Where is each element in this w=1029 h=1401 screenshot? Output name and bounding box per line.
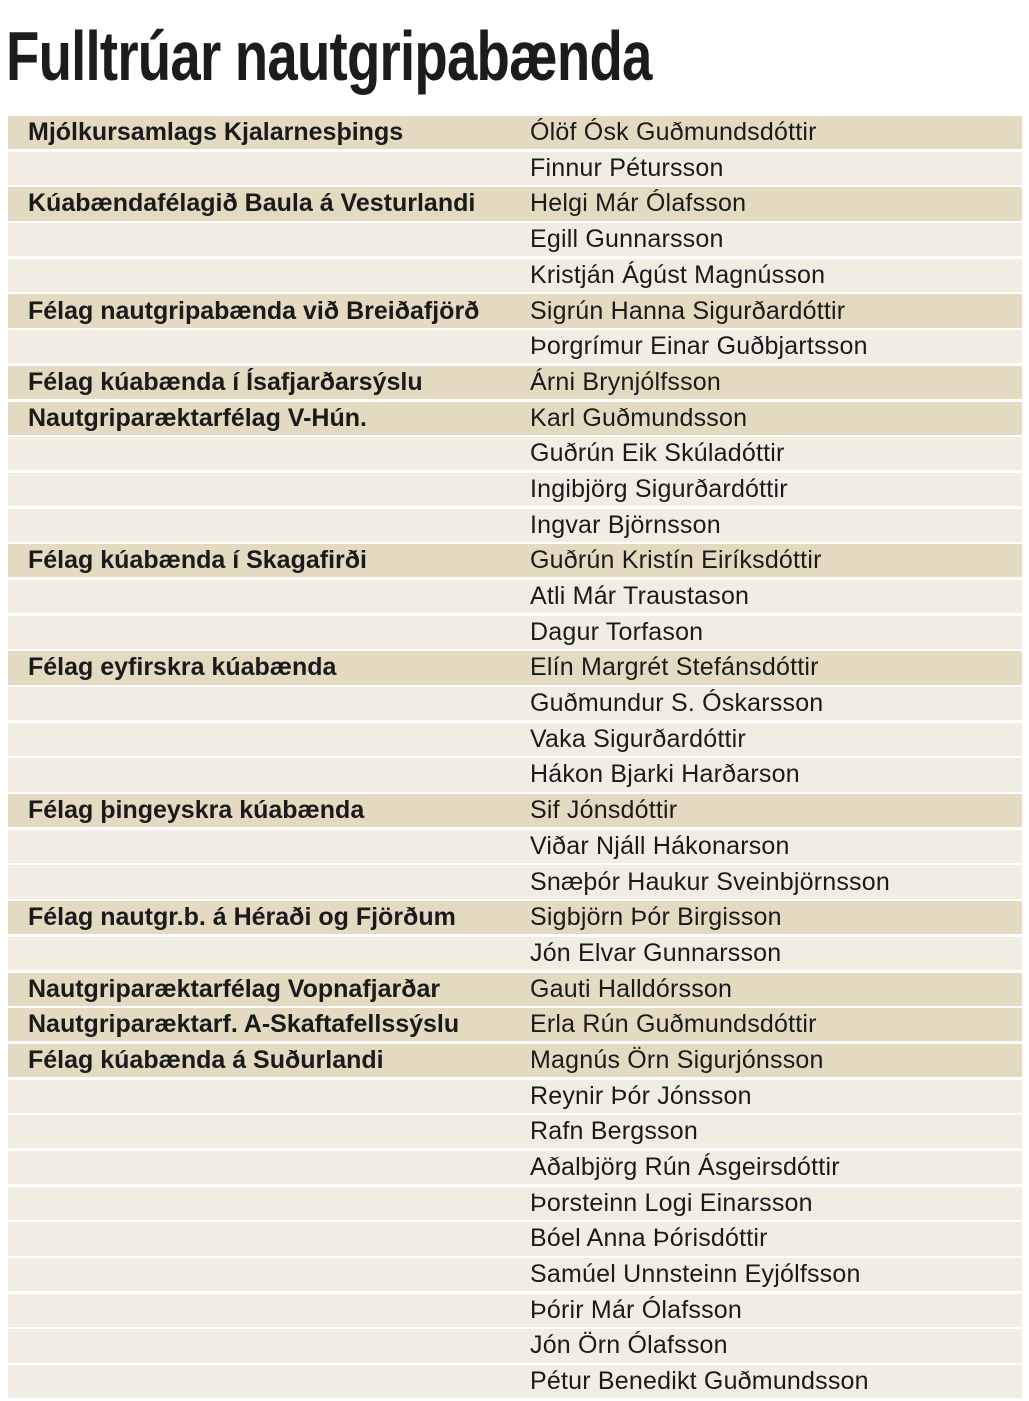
representative-name-cell: Pétur Benedikt Guðmundsson xyxy=(530,1367,869,1396)
representative-name-cell: Erla Rún Guðmundsdóttir xyxy=(530,1010,817,1039)
page-title: Fulltrúar nautgripabænda xyxy=(6,17,652,95)
table-row xyxy=(8,1222,1022,1255)
representative-name-cell: Guðrún Kristín Eiríksdóttir xyxy=(530,546,822,575)
table-row xyxy=(8,1294,1022,1327)
table-row xyxy=(8,1151,1022,1184)
organization-cell: Mjólkursamlags Kjalarnesþings xyxy=(28,118,404,147)
representative-name-cell: Viðar Njáll Hákonarson xyxy=(530,831,790,860)
table-row xyxy=(8,616,1022,649)
representative-name-cell: Ingibjörg Sigurðardóttir xyxy=(530,474,788,503)
table-row xyxy=(8,1187,1022,1220)
representative-name-cell: Helgi Már Ólafsson xyxy=(530,189,747,218)
table-row xyxy=(8,1115,1022,1148)
representative-name-cell: Sigrún Hanna Sigurðardóttir xyxy=(530,296,846,325)
representative-name-cell: Þorsteinn Logi Einarsson xyxy=(530,1188,813,1217)
representative-name-cell: Jón Elvar Gunnarsson xyxy=(530,938,782,967)
table-row xyxy=(8,651,1022,684)
table-row xyxy=(8,509,1022,542)
representative-name-cell: Samúel Unnsteinn Eyjólfsson xyxy=(530,1260,861,1289)
organization-cell: Félag þingeyskra kúabænda xyxy=(28,796,365,825)
table-row xyxy=(8,152,1022,185)
table-row xyxy=(8,830,1022,863)
table-row xyxy=(8,1329,1022,1362)
representative-name-cell: Rafn Bergsson xyxy=(530,1117,698,1146)
organization-cell: Félag kúabænda í Ísafjarðarsýslu xyxy=(28,367,423,396)
table-row xyxy=(8,473,1022,506)
table-row xyxy=(8,687,1022,720)
table-row xyxy=(8,437,1022,470)
table-row xyxy=(8,973,1022,1006)
representative-name-cell: Þórir Már Ólafsson xyxy=(530,1295,742,1324)
table-row xyxy=(8,1008,1022,1041)
representative-name-cell: Egill Gunnarsson xyxy=(530,225,724,254)
table-row xyxy=(8,402,1022,435)
table-row xyxy=(8,1080,1022,1113)
table-row xyxy=(8,330,1022,363)
table-row xyxy=(8,865,1022,898)
representative-name-cell: Hákon Bjarki Harðarson xyxy=(530,760,800,789)
table-row xyxy=(8,901,1022,934)
representatives-table xyxy=(8,116,1022,1401)
representative-name-cell: Reynir Þór Jónsson xyxy=(530,1081,752,1110)
representative-name-cell: Sigbjörn Þór Birgisson xyxy=(530,903,782,932)
organization-cell: Nautgriparæktarfélag V-Hún. xyxy=(28,403,367,432)
representative-name-cell: Þorgrímur Einar Guðbjartsson xyxy=(530,332,868,361)
table-row xyxy=(8,294,1022,327)
organization-cell: Kúabændafélagið Baula á Vesturlandi xyxy=(28,189,476,218)
table-row xyxy=(8,187,1022,220)
organization-cell: Félag eyfirskra kúabænda xyxy=(28,653,337,682)
organization-cell: Félag nautgr.b. á Héraði og Fjörðum xyxy=(28,903,456,932)
organization-cell: Félag kúabænda í Skagafirði xyxy=(28,546,367,575)
table-row xyxy=(8,723,1022,756)
representative-name-cell: Dagur Torfason xyxy=(530,617,704,646)
table-row xyxy=(8,116,1022,149)
organization-cell: Félag nautgripabænda við Breiðafjörð xyxy=(28,296,480,325)
table-row xyxy=(8,758,1022,791)
organization-cell: Nautgriparæktarf. A-Skaftafellssýslu xyxy=(28,1010,460,1039)
table-row xyxy=(8,366,1022,399)
representative-name-cell: Aðalbjörg Rún Ásgeirsdóttir xyxy=(530,1153,840,1182)
table-row xyxy=(8,223,1022,256)
representative-name-cell: Finnur Pétursson xyxy=(530,153,724,182)
table-row xyxy=(8,794,1022,827)
representative-name-cell: Karl Guðmundsson xyxy=(530,403,748,432)
representative-name-cell: Magnús Örn Sigurjónsson xyxy=(530,1045,824,1074)
representative-name-cell: Snæþór Haukur Sveinbjörnsson xyxy=(530,867,890,896)
representative-name-cell: Guðrún Eik Skúladóttir xyxy=(530,439,785,468)
representative-name-cell: Ólöf Ósk Guðmundsdóttir xyxy=(530,118,817,147)
representative-name-cell: Atli Már Traustason xyxy=(530,582,750,611)
table-row xyxy=(8,937,1022,970)
organization-cell: Félag kúabænda á Suðurlandi xyxy=(28,1045,384,1074)
table-row xyxy=(8,1044,1022,1077)
representative-name-cell: Guðmundur S. Óskarsson xyxy=(530,689,824,718)
representative-name-cell: Ingvar Björnsson xyxy=(530,510,721,539)
representative-name-cell: Kristján Ágúst Magnússon xyxy=(530,260,826,289)
representative-name-cell: Gauti Halldórsson xyxy=(530,974,733,1003)
representative-name-cell: Elín Margrét Stefánsdóttir xyxy=(530,653,819,682)
table-row xyxy=(8,259,1022,292)
representative-name-cell: Bóel Anna Þórisdóttir xyxy=(530,1224,768,1253)
table-row xyxy=(8,544,1022,577)
representative-name-cell: Jón Örn Ólafsson xyxy=(530,1331,728,1360)
representative-name-cell: Vaka Sigurðardóttir xyxy=(530,724,746,753)
table-row xyxy=(8,1258,1022,1291)
representative-name-cell: Sif Jónsdóttir xyxy=(530,796,678,825)
table-row xyxy=(8,1365,1022,1398)
table-row xyxy=(8,580,1022,613)
representative-name-cell: Árni Brynjólfsson xyxy=(530,367,721,396)
organization-cell: Nautgriparæktarfélag Vopnafjarðar xyxy=(28,974,441,1003)
